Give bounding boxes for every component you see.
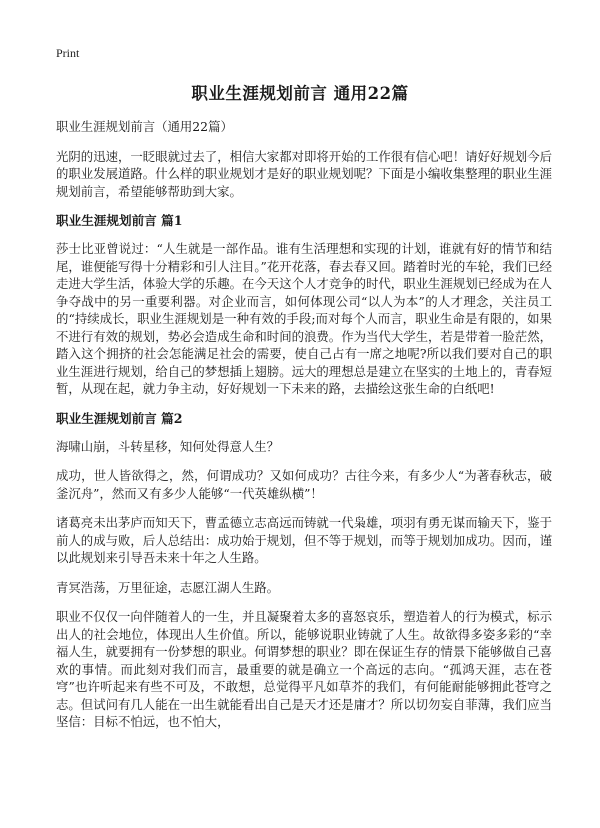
intro-paragraph: 光阴的迅速，一眨眼就过去了，相信大家都对即将开始的工作很有信心吧！请好好规划今后的职业发展道路。什么样的职业规划才是好的职业规划呢？下面是小编收集整理的职业生涯规划前言，希望能够帮助到大家。 [56,148,552,199]
document-body [56,118,552,743]
print-link[interactable]: Print [56,46,80,60]
section-2-paragraph: 职业不仅仅一向伴随着人的一生，并且凝聚着太多的喜怒哀乐，塑造着人的行为模式，标示出人的社会地位，体现出人生价值。所以，能够说职业铸就了人生。故欲得多姿多彩的“幸福人生，就要拥有一份梦想的职业。何谓梦想的职业？即在保证生存的情景下能够做自己喜欢的事情。而此刻对我们而言，最重要的就是确立一个高远的志向。“孤鸿天涯，志在苍穹”也许听起来有些不可及，不敢想，总觉得平凡如草芥的我们，有何能耐能够拥此苍穹之志。但试问有几人能在一出生就能看出自己是天才还是庸才？所以切勿妄自菲薄，我们应当坚信：目标不怕远，也不怕大， [56,609,552,729]
section-2-paragraph: 青冥浩荡，万里征途，志愿江湖人生路。 [56,579,280,595]
section-heading-2: 职业生涯规划前言 篇2 [56,410,183,426]
section-2-paragraph: 成功，世人皆欲得之，然，何谓成功？又如何成功？古往今来，有多少人“为著春秋志，破釜沉舟”，然而又有多少人能够“一代英雄纵横”！ [56,468,552,501]
section-heading-1: 职业生涯规划前言 篇1 [56,213,183,228]
section-2-paragraph: 诸葛亮未出茅庐而知天下，曹孟德立志高远而铸就一代枭雄，项羽有勇无谋而输天下，鉴于前人的成与败，后人总结出：成功始于规划，但不等于规划，而等于规划加成功。因而，谨以此规划来引导吾未来十年之人生路。 [56,515,552,565]
section-2-paragraph: 海啸山崩，斗转星移，知何处得意人生？ [56,438,280,454]
subtitle: 职业生涯规划前言（通用22篇） [56,119,233,134]
document-title: 职业生涯规划前言 通用22篇 [191,84,409,103]
section-1-paragraph: 莎士比亚曾说过：“人生就是一部作品。谁有生活理想和实现的计划，谁就有好的情节和结尾，谁便能写得十分精彩和引人注目。”花开花落，春去春又回。踏着时光的车轮，我们已经走进大学生活，体验大学的乐趣。在今天这个人才竞争的时代，职业生涯规划已经成为在人争夺战中的另一重要利器。对企业而言，如何体现公司“以人为本”的人才理念，关注员工的“持续成长，职业生涯规划是一种有效的手段;而对每个人而言，职业生命是有限的，如果不进行有效的规划，势必会造成生命和时间的浪费。作为当代大学生，若是带着一脸茫然，踏入这个拥挤的社会怎能满足社会的需要，使自己占有一席之地呢?所以我们要对自己的职业生涯进行规划，给自己的梦想插上翅膀。远大的理想总是建立在坚实的土地上的，青春短暂，从现在起，就力争主动，好好规划一下未来的路，去描绘这张生命的白纸吧! [56,241,552,396]
